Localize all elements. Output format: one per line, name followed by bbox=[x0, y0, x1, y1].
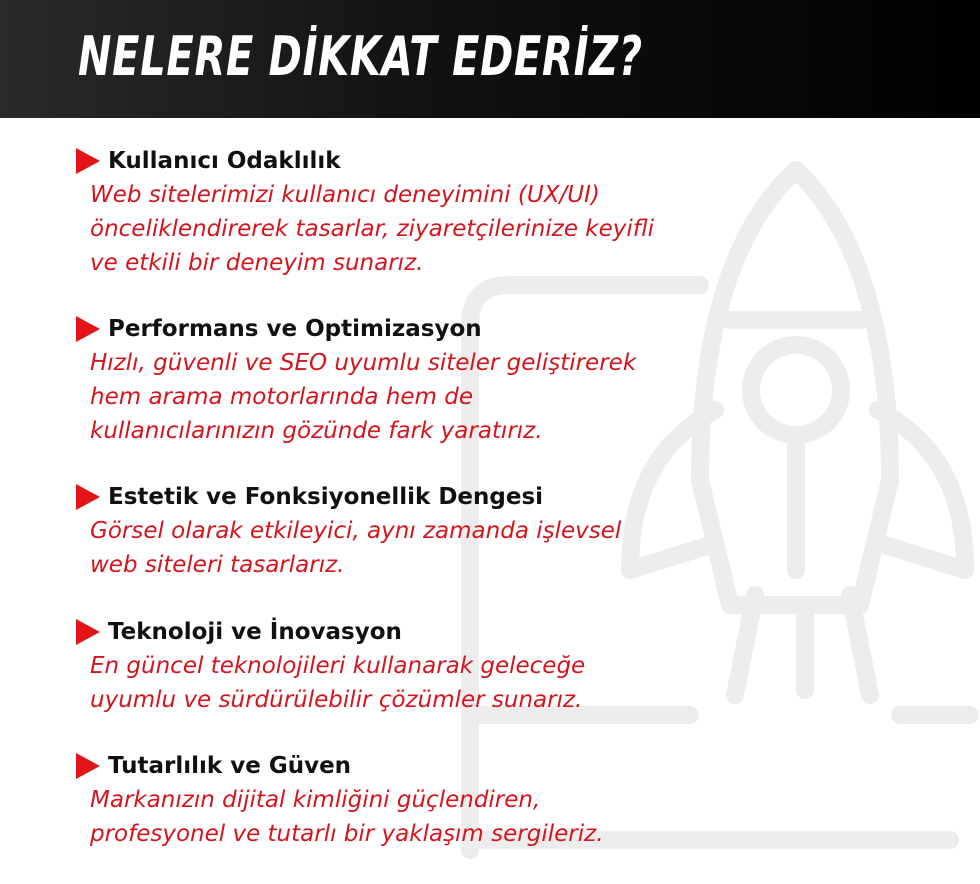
description-line: Web sitelerimizi kullanıcı deneyimini (UX/UI) bbox=[90, 182, 600, 208]
feature-description bbox=[90, 346, 750, 448]
description-line: önceliklendirerek tasarlar, ziyaretçilerinize keyifli bbox=[90, 216, 655, 242]
description-line: Görsel olarak etkileyici, aynı zamanda işlevsel bbox=[90, 518, 622, 544]
description-line: ve etkili bir deneyim sunarız. bbox=[90, 250, 424, 276]
feature-description bbox=[90, 783, 750, 851]
description-line: Markanızın dijital kimliğini güçlendiren, bbox=[90, 787, 541, 813]
feature-description bbox=[90, 178, 750, 280]
feature-item-tutarlilik bbox=[76, 751, 776, 851]
feature-title: Performans ve Optimizasyon bbox=[108, 316, 482, 342]
feature-item-estetik bbox=[76, 482, 776, 582]
play-triangle-icon bbox=[76, 619, 100, 645]
feature-item-performans bbox=[76, 314, 776, 448]
description-line: kullanıcılarınızın gözünde fark yaratırız. bbox=[90, 418, 543, 444]
feature-title: Estetik ve Fonksiyonellik Dengesi bbox=[108, 484, 544, 510]
play-triangle-icon bbox=[76, 484, 100, 510]
play-triangle-icon bbox=[76, 148, 100, 174]
feature-description bbox=[90, 649, 750, 717]
feature-description bbox=[90, 514, 750, 582]
description-line: uyumlu ve sürdürülebilir çözümler sunarız. bbox=[90, 687, 583, 713]
feature-title: Tutarlılık ve Güven bbox=[108, 753, 352, 779]
description-line: hem arama motorlarında hem de bbox=[90, 384, 474, 410]
feature-title: Teknoloji ve İnovasyon bbox=[108, 619, 402, 645]
play-triangle-icon bbox=[76, 753, 100, 779]
play-triangle-icon bbox=[76, 316, 100, 342]
feature-item-teknoloji bbox=[76, 617, 776, 717]
description-line: En güncel teknolojileri kullanarak geleceğe bbox=[90, 653, 586, 679]
description-line: profesyonel ve tutarlı bir yaklaşım sergileriz. bbox=[90, 821, 604, 847]
description-line: Hızlı, güvenli ve SEO uyumlu siteler geliştirerek bbox=[90, 350, 637, 376]
description-line: web siteleri tasarlarız. bbox=[90, 552, 345, 578]
feature-title: Kullanıcı Odaklılık bbox=[108, 148, 341, 174]
header-banner bbox=[0, 0, 980, 118]
feature-item-kullanici-odaklilik bbox=[76, 146, 776, 280]
page-title: NELERE DİKKAT EDERİZ? bbox=[78, 25, 643, 88]
